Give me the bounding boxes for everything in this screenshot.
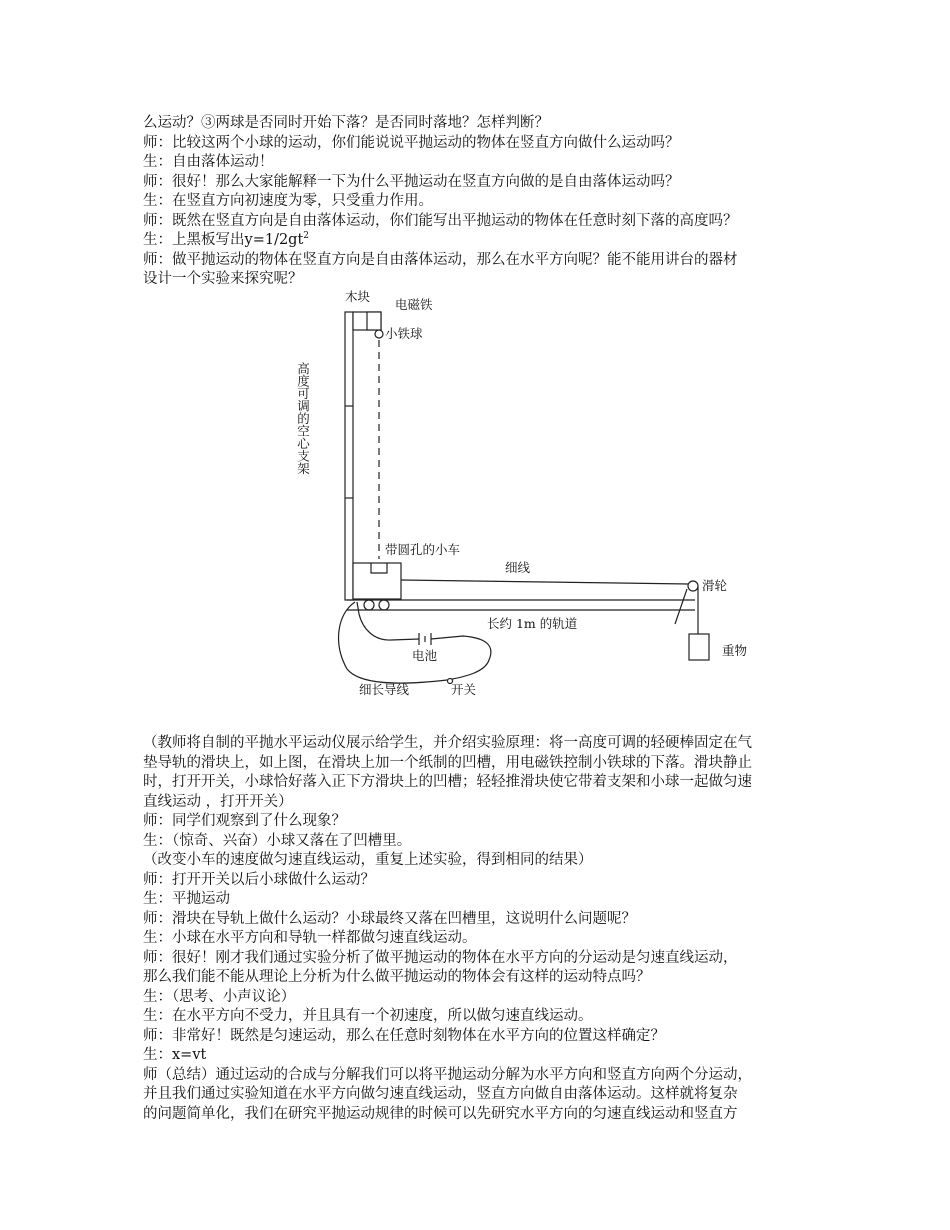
text-line: 生：自由落体运动！ (143, 154, 274, 170)
label-stand: 高度可调的空心支架 (295, 362, 311, 475)
text-line: 师：做平抛运动的物体在竖直方向是自由落体运动，那么在水平方向呢？能不能用讲台的器材 (143, 251, 738, 268)
text-line: 生：（惊奇、兴奋）小球又落在了凹槽里。 (143, 832, 412, 849)
label-electromagnet: 电磁铁 (395, 297, 433, 312)
long-wire (339, 602, 491, 683)
label-wire: 细长导线 (359, 682, 410, 697)
text-line: 的问题简单化，我们在研究平抛运动规律的时候可以先研究水平方向的匀速直线运动和竖直方 (143, 1105, 738, 1122)
cart-wheel (364, 600, 374, 610)
text-line: 设计一个实验来探究呢？ (143, 271, 303, 287)
experiment-diagram (285, 284, 765, 704)
label-pulley: 滑轮 (702, 578, 728, 593)
dialogue-bottom (143, 734, 813, 1124)
text-line: （教师将自制的平抛水平运动仪展示给学生，并介绍实验原理：将一高度可调的轻硬棒固定在气 (143, 735, 752, 751)
label-cart: 带圆孔的小车 (385, 542, 461, 557)
text-line: 时，打开开关，小球恰好落入正下方滑块上的凹槽；轻轻推滑块使它带着支架和小球一起做匀速 (143, 774, 752, 790)
text-line: 师：很好！刚才我们通过实验分析了做平抛运动的物体在水平方向的分运动是匀速直线运动， (143, 949, 738, 966)
text-line: （改变小车的速度做匀速直线运动，重复上述实验，得到相同的结果） (143, 852, 593, 868)
dialogue-top (143, 114, 813, 290)
text-line: 师（总结）通过运动的合成与分解我们可以将平抛运动分解为水平方向和竖直方向两个分运动， (143, 1066, 752, 1083)
text-line: 那么我们能不能从理论上分析为什么做平抛运动的物体会有这样的运动特点吗？ (143, 969, 651, 985)
iron-ball (375, 330, 383, 338)
label-track: 长约 1m 的轨道 (487, 616, 578, 631)
text-line: 并且我们通过实验知道在水平方向做匀速直线运动，竖直方向做自由落体运动。这样就将复杂 (143, 1086, 738, 1102)
text-line: 师：非常好！既然是匀速运动，那么在任意时刻物体在水平方向的位置这样确定？ (143, 1027, 665, 1044)
label-battery: 电池 (412, 648, 438, 663)
label-iron-ball: 小铁球 (385, 326, 423, 341)
text-line: 生：平抛运动 (143, 891, 230, 907)
label-switch: 开关 (451, 682, 477, 697)
cart (353, 563, 401, 599)
text-line: 师：比较这两个小球的运动，你们能说说平抛运动的物体在竖直方向做什么运动吗？ (143, 134, 680, 151)
cart-wheel (379, 600, 389, 610)
pulley (688, 581, 698, 591)
hollow-stand (345, 312, 353, 600)
pulley-support (675, 589, 687, 624)
text-line: 直线运动 ，打开开关） (143, 793, 293, 810)
text-line: 生：在水平方向不受力，并且具有一个初速度，所以做匀速直线运动。 (143, 1008, 593, 1024)
text-line: 师：既然在竖直方向是自由落体运动，你们能写出平抛运动的物体在任意时刻下落的高度吗？ (143, 212, 738, 229)
text-line: 师：滑块在导轨上做什么运动？小球最终又落在凹槽里，这说明什么问题呢？ (143, 910, 636, 927)
thread (401, 580, 689, 584)
formula-exponent: 2 (303, 231, 310, 242)
formula-text: 生：上黑板写出y=1/2gt (143, 232, 304, 248)
label-wood-block: 木块 (345, 289, 371, 304)
weight (689, 634, 709, 660)
label-weight: 重物 (722, 643, 748, 658)
text-line: 垫导轨的滑块上，如上图，在滑块上加一个纸制的凹槽，用电磁铁控制小铁球的下落。滑块静止 (143, 754, 752, 771)
text-line: 生：x=vt (143, 1047, 207, 1063)
text-line: 生：小球在水平方向和导轨一样都做匀速直线运动。 (143, 930, 477, 946)
formula-line (143, 231, 813, 251)
text-line: 师：同学们观察到了什么现象？ (143, 813, 346, 829)
text-line: 师：很好！那么大家能解释一下为什么平抛运动在竖直方向做的是自由落体运动吗？ (143, 173, 680, 190)
label-thread: 细线 (505, 560, 531, 575)
text-line: 么运动？③两球是否同时开始下落？是否同时落地？怎样判断？ (143, 115, 549, 131)
text-line: 生：（思考、小声议论） (143, 988, 296, 1005)
electromagnet (367, 312, 381, 330)
text-line: 生：在竖直方向初速度为零，只受重力作用。 (143, 193, 433, 209)
text-line: 师：打开开关以后小球做什么运动？ (143, 871, 375, 888)
